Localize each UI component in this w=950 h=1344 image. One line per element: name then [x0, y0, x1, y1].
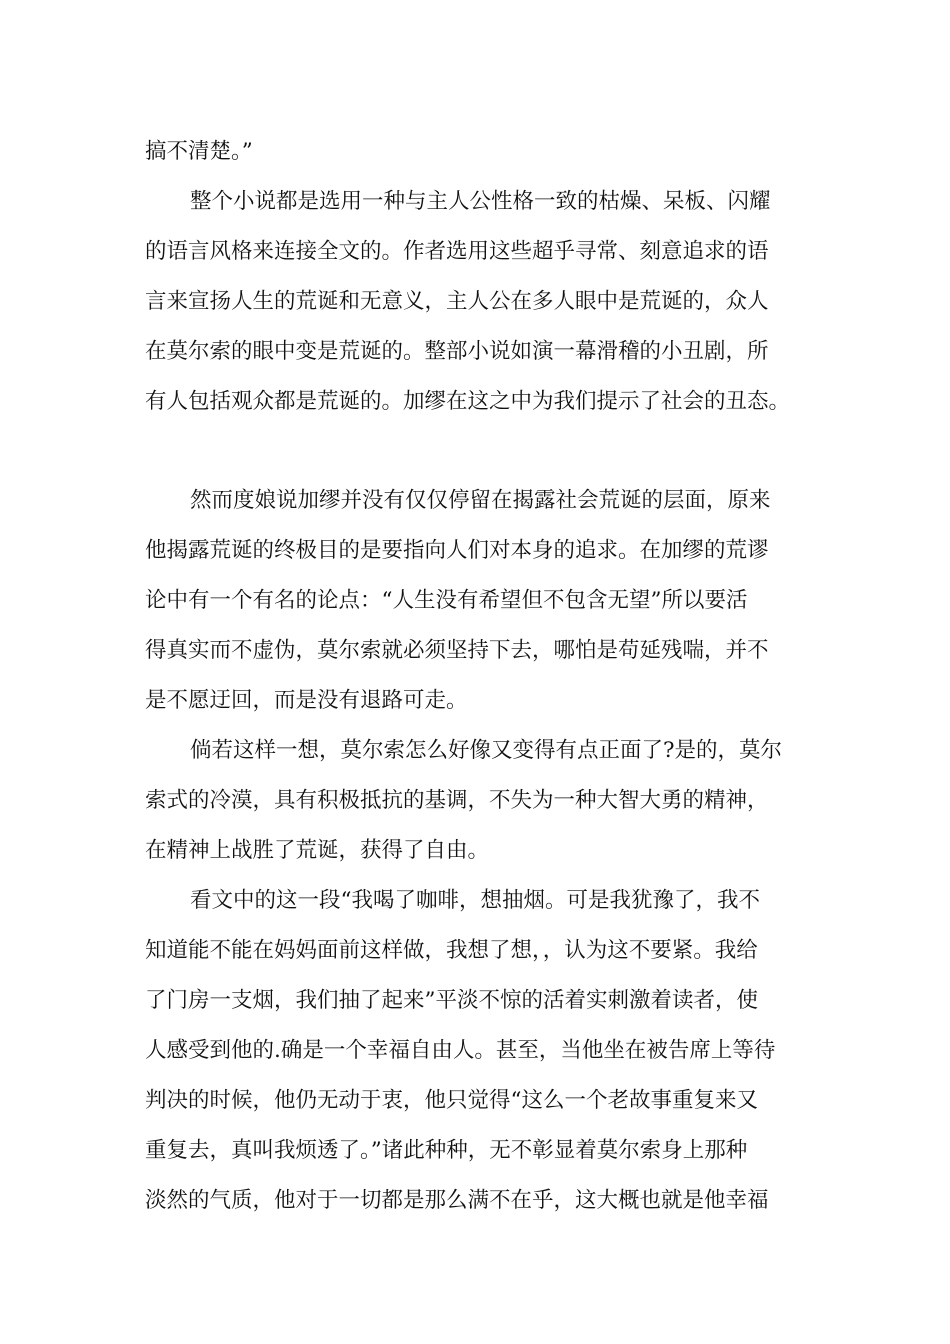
- text-line: 了门房一支烟，我们抽了起来”平淡不惊的活着实刺激着读者，使: [145, 988, 758, 1013]
- text-line: 重复去，真叫我烦透了。”诸此种种，无不彰显着莫尔索身上那种: [145, 1138, 748, 1163]
- text-line: 言来宣扬人生的荒诞和无意义，主人公在多人眼中是荒诞的，众人: [145, 289, 769, 314]
- text-line: 看文中的这一段“我喝了咖啡，想抽烟。可是我犹豫了，我不: [190, 888, 760, 913]
- text-line: 搞不清楚。”: [145, 139, 253, 164]
- text-line: 的语言风格来连接全文的。作者选用这些超乎寻常、刻意追求的语: [145, 239, 769, 264]
- text-line: 他揭露荒诞的终极目的是要指向人们对本身的追求。在加缪的荒谬: [145, 538, 769, 563]
- text-line: 是不愿迂回，而是没有退路可走。: [145, 688, 468, 713]
- text-line: 淡然的气质，他对于一切都是那么满不在乎，这大概也就是他幸福: [145, 1188, 769, 1213]
- text-line: 然而度娘说加缪并没有仅仅停留在揭露社会荒诞的层面，原来: [190, 488, 771, 513]
- text-line: 在精神上战胜了荒诞，获得了自由。: [145, 838, 490, 863]
- text-line: 索式的冷漠，具有积极抵抗的基调，不失为一种大智大勇的精神，: [145, 788, 769, 813]
- text-line: 得真实而不虚伪，莫尔索就必须坚持下去，哪怕是苟延残喘，并不: [145, 638, 769, 663]
- text-line: 论中有一个有名的论点：“人生没有希望但不包含无望”所以要活: [145, 588, 748, 613]
- text-line: 有人包括观众都是荒诞的。加缪在这之中为我们提示了社会的丑态。: [145, 389, 791, 414]
- text-line: 人感受到他的.确是一个幸福自由人。甚至，当他坐在被告席上等待: [145, 1038, 776, 1063]
- text-line: 判决的时候，他仍无动于衷，他只觉得“这么一个老故事重复来又: [145, 1088, 758, 1113]
- text-line: 整个小说都是选用一种与主人公性格一致的枯燥、呆板、闪耀: [190, 189, 771, 214]
- text-line: 知道能不能在妈妈面前这样做，我想了想，，认为这不要紧。我给: [145, 938, 758, 963]
- text-line: 在莫尔索的眼中变是荒诞的。整部小说如演一幕滑稽的小丑剧，所: [145, 339, 769, 364]
- text-line: 倘若这样一想，莫尔索怎么好像又变得有点正面了?是的，莫尔: [190, 738, 783, 763]
